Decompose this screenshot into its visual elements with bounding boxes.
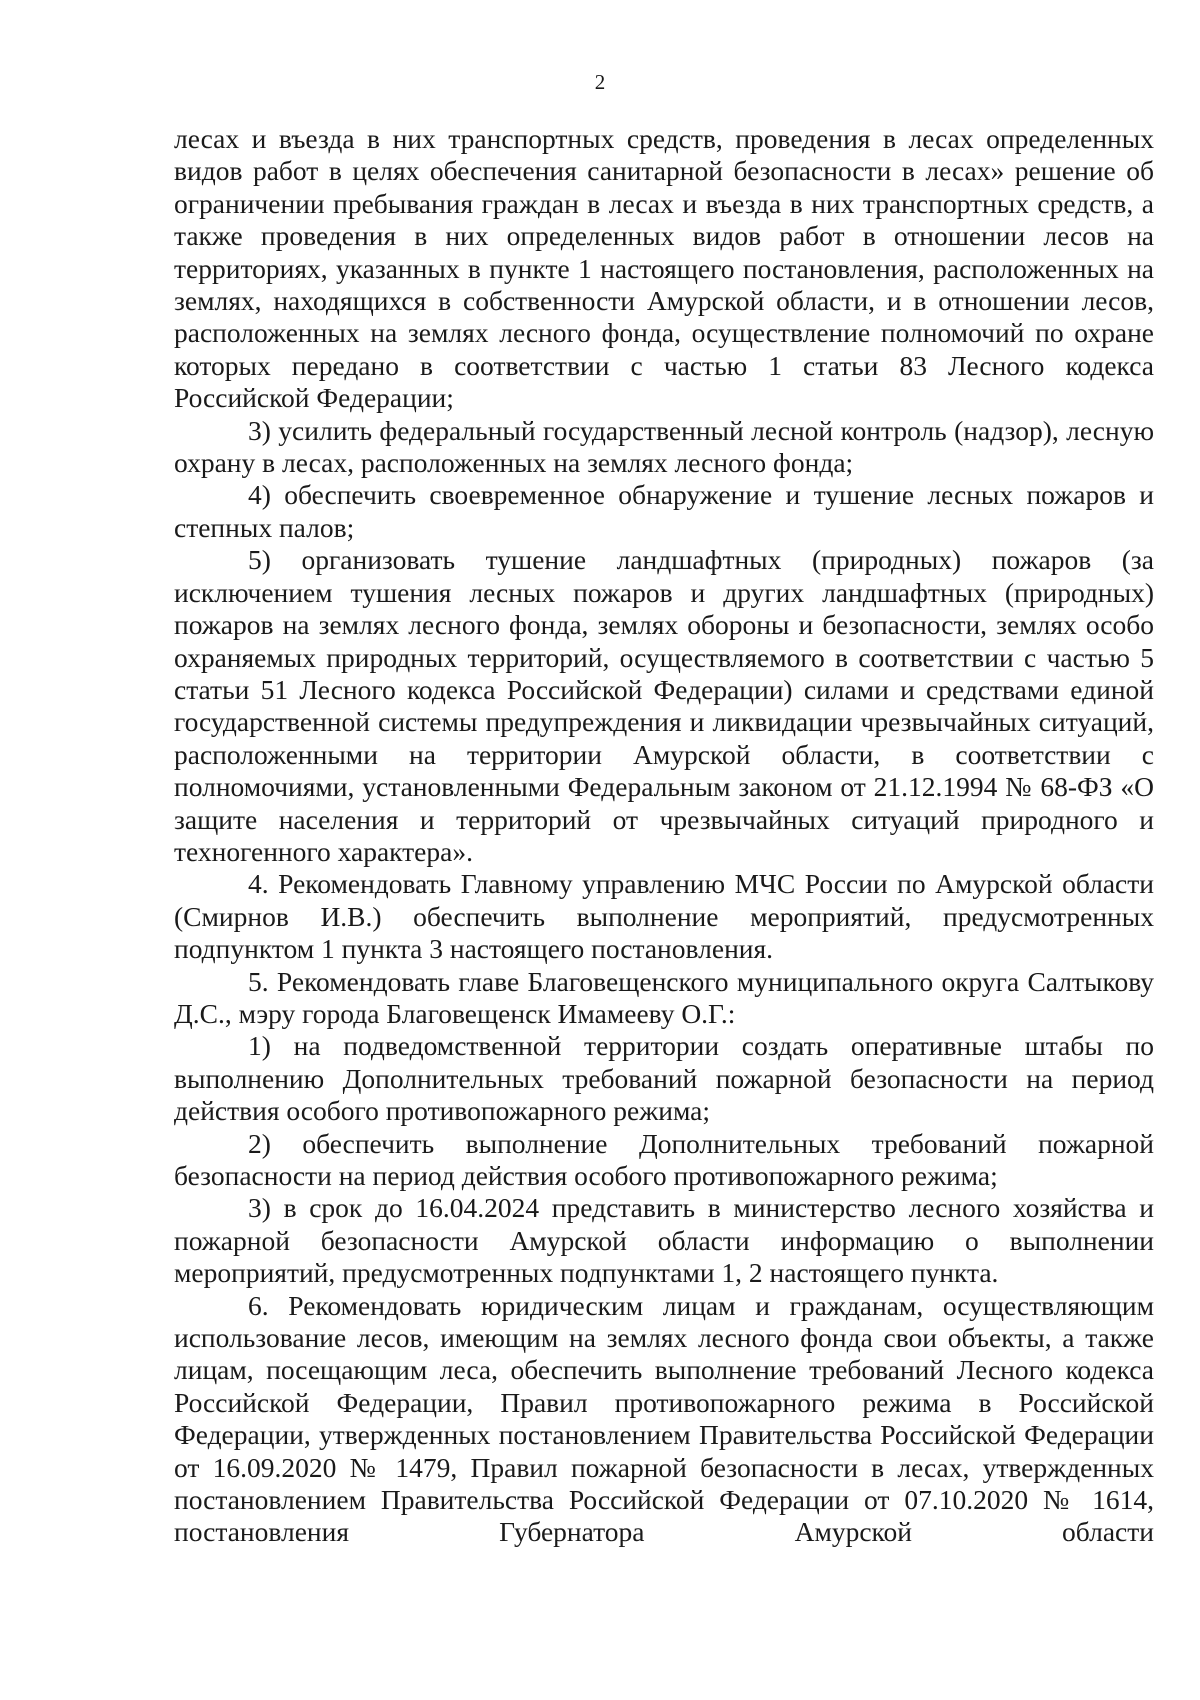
paragraph-clause-5: 5. Рекомендовать главе Благовещенского муниципального округа Салтыкову Д.С., мэру города Благовещенск Имамееву О.Г.: bbox=[174, 965, 1154, 1029]
paragraph-continuation: лесах и въезда в них транспортных средств, проведения в лесах определенных видов работ в целях обеспечения санитарной безопасности в лесах» решение об ограничении пребывания граждан в лесах и въезда в них транспортных средств, а также проведения в них определенных видов работ в отношении лесов на территориях, указанных в пункте 1 настоящего постановления, расположенных на землях, находящихся в собственности Амурской области, и в отношении лесов, расположенных на землях лесного фонда, осуществление полномочий по охране которых передано в соответствии с частью 1 статьи 83 Лесного кодекса Российской Федерации; bbox=[174, 123, 1154, 414]
paragraph-item-5-1: 1) на подведомственной территории создать оперативные штабы по выполнению Дополнительных требований пожарной безопасности на период действия особого противопожарного режима; bbox=[174, 1030, 1154, 1127]
paragraph-item-3-4: 4) обеспечить своевременное обнаружение и тушение лесных пожаров и степных палов; bbox=[174, 479, 1154, 543]
paragraph-item-3-3: 3) усилить федеральный государственный лесной контроль (надзор), лесную охрану в лесах, расположенных на землях лесного фонда; bbox=[174, 414, 1154, 479]
paragraph-item-5-3: 3) в срок до 16.04.2024 представить в министерство лесного хозяйства и пожарной безопасности Амурской области информацию о выполнении мероприятий, предусмотренных подпунктами 1, 2 настоящего пункта. bbox=[174, 1192, 1154, 1289]
paragraph-clause-4: 4. Рекомендовать Главному управлению МЧС России по Амурской области (Смирнов И.В.) обеспечить выполнение мероприятий, предусмотренных подпунктом 1 пункта 3 настоящего постановления. bbox=[174, 868, 1154, 965]
paragraph-item-5-2: 2) обеспечить выполнение Дополнительных требований пожарной безопасности на период действия особого противопожарного режима; bbox=[174, 1127, 1154, 1191]
paragraph-item-3-5: 5) организовать тушение ландшафтных (природных) пожаров (за исключением тушения лесных пожаров и других ландшафтных (природных) пожаров на землях лесного фонда, землях обороны и безопасности, землях особо охраняемых природных территорий, осуществляемого в соответствии с частью 5 статьи 51 Лесного кодекса Российской Федерации) силами и средствами единой государственной системы предупреждения и ликвидации чрезвычайных ситуаций, расположенными на территории Амурской области, в соответствии с полномочиями, установленными Федеральным законом от 21.12.1994 № 68-ФЗ «О защите населения и территорий от чрезвычайных ситуаций природного и техногенного характера». bbox=[174, 544, 1154, 867]
page-number: 2 bbox=[594, 70, 606, 94]
document-body bbox=[174, 123, 1154, 1549]
paragraph-clause-6: 6. Рекомендовать юридическим лицам и гражданам, осуществляющим использование лесов, имеющим на землях лесного фонда свои объекты, а также лицам, посещающим леса, обеспечить выполнение требований Лесного кодекса Российской Федерации, Правил противопожарного режима в Российской Федерации, утвержденных постановлением Правительства Российской Федерации от 16.09.2020 № 1479, Правил пожарной безопасности в лесах, утвержденных постановлением Правительства Российской Федерации от 07.10.2020 № 1614, постановления Губернатора Амурской области bbox=[174, 1289, 1154, 1548]
